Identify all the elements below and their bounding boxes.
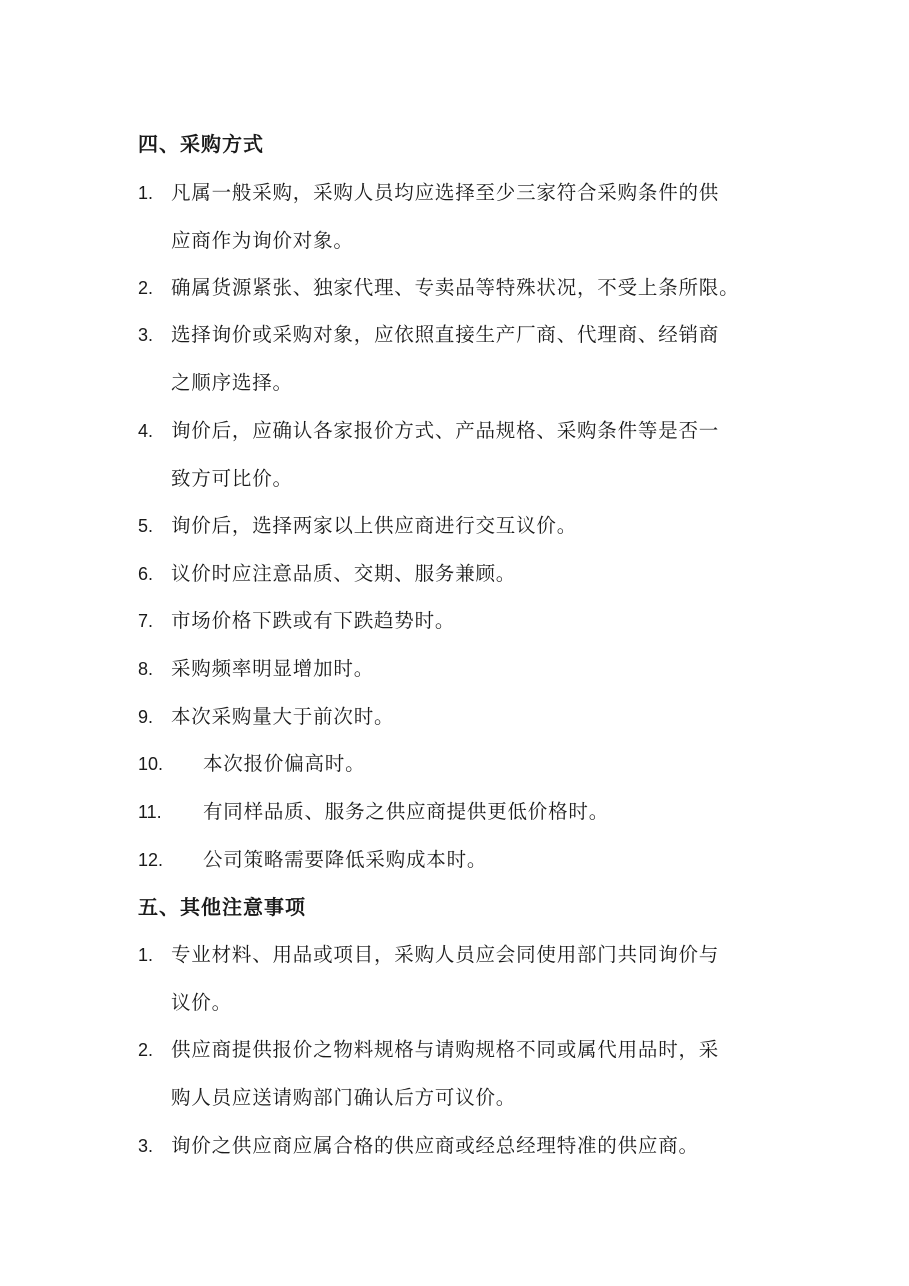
item-number: 7. (138, 611, 154, 631)
item-number: 9. (138, 707, 154, 727)
item-text-line: 议价。 (171, 991, 232, 1014)
item-text-line: 凡属一般采购，采购人员均应选择至少三家符合采购条件的供 (171, 181, 720, 204)
item-text-line: 确属货源紧张、独家代理、专卖品等特殊状况，不受上条所限。 (171, 276, 740, 299)
item-text-line: 有同样品质、服务之供应商提供更低价格时。 (203, 800, 610, 823)
item-number: 5. (138, 516, 154, 536)
item-text-line: 议价时应注意品质、交期、服务兼顾。 (171, 562, 517, 585)
item-number: 3. (138, 325, 154, 345)
item-text-line: 之顺序选择。 (171, 371, 293, 394)
item-text-line: 本次采购量大于前次时。 (171, 705, 395, 728)
item-number: 1. (138, 945, 154, 965)
item-text-line: 询价后，应确认各家报价方式、产品规格、采购条件等是否一 (171, 419, 720, 442)
item-text-line: 专业材料、用品或项目，采购人员应会同使用部门共同询价与 (171, 943, 720, 966)
item-number: 4. (138, 421, 154, 441)
item-text-line: 选择询价或采购对象，应依照直接生产厂商、代理商、经销商 (171, 323, 720, 346)
item-number: 8. (138, 659, 154, 679)
item-number: 2. (138, 278, 154, 298)
section-heading-procurement-method: 四、采购方式 (138, 132, 264, 156)
item-text-line: 购人员应送请购部门确认后方可议价。 (171, 1086, 517, 1109)
item-text-line: 询价之供应商应属合格的供应商或经总经理特准的供应商。 (171, 1134, 699, 1157)
item-text-line: 供应商提供报价之物料规格与请购规格不同或属代用品时，采 (171, 1038, 720, 1061)
item-number: 6. (138, 564, 154, 584)
item-text-line: 采购频率明显增加时。 (171, 657, 375, 680)
item-number: 11. (138, 802, 162, 822)
item-text-line: 询价后，选择两家以上供应商进行交互议价。 (171, 514, 578, 537)
section-heading-other-notes: 五、其他注意事项 (138, 895, 306, 919)
item-text-line: 本次报价偏高时。 (203, 752, 366, 775)
item-text-line: 公司策略需要降低采购成本时。 (203, 848, 488, 871)
item-number: 10. (138, 754, 164, 774)
item-text-line: 致方可比价。 (171, 467, 293, 490)
item-number: 1. (138, 183, 154, 203)
item-number: 2. (138, 1040, 154, 1060)
item-text-line: 应商作为询价对象。 (171, 229, 354, 252)
item-number: 3. (138, 1136, 154, 1156)
item-number: 12. (138, 850, 164, 870)
item-text-line: 市场价格下跌或有下跌趋势时。 (171, 609, 456, 632)
